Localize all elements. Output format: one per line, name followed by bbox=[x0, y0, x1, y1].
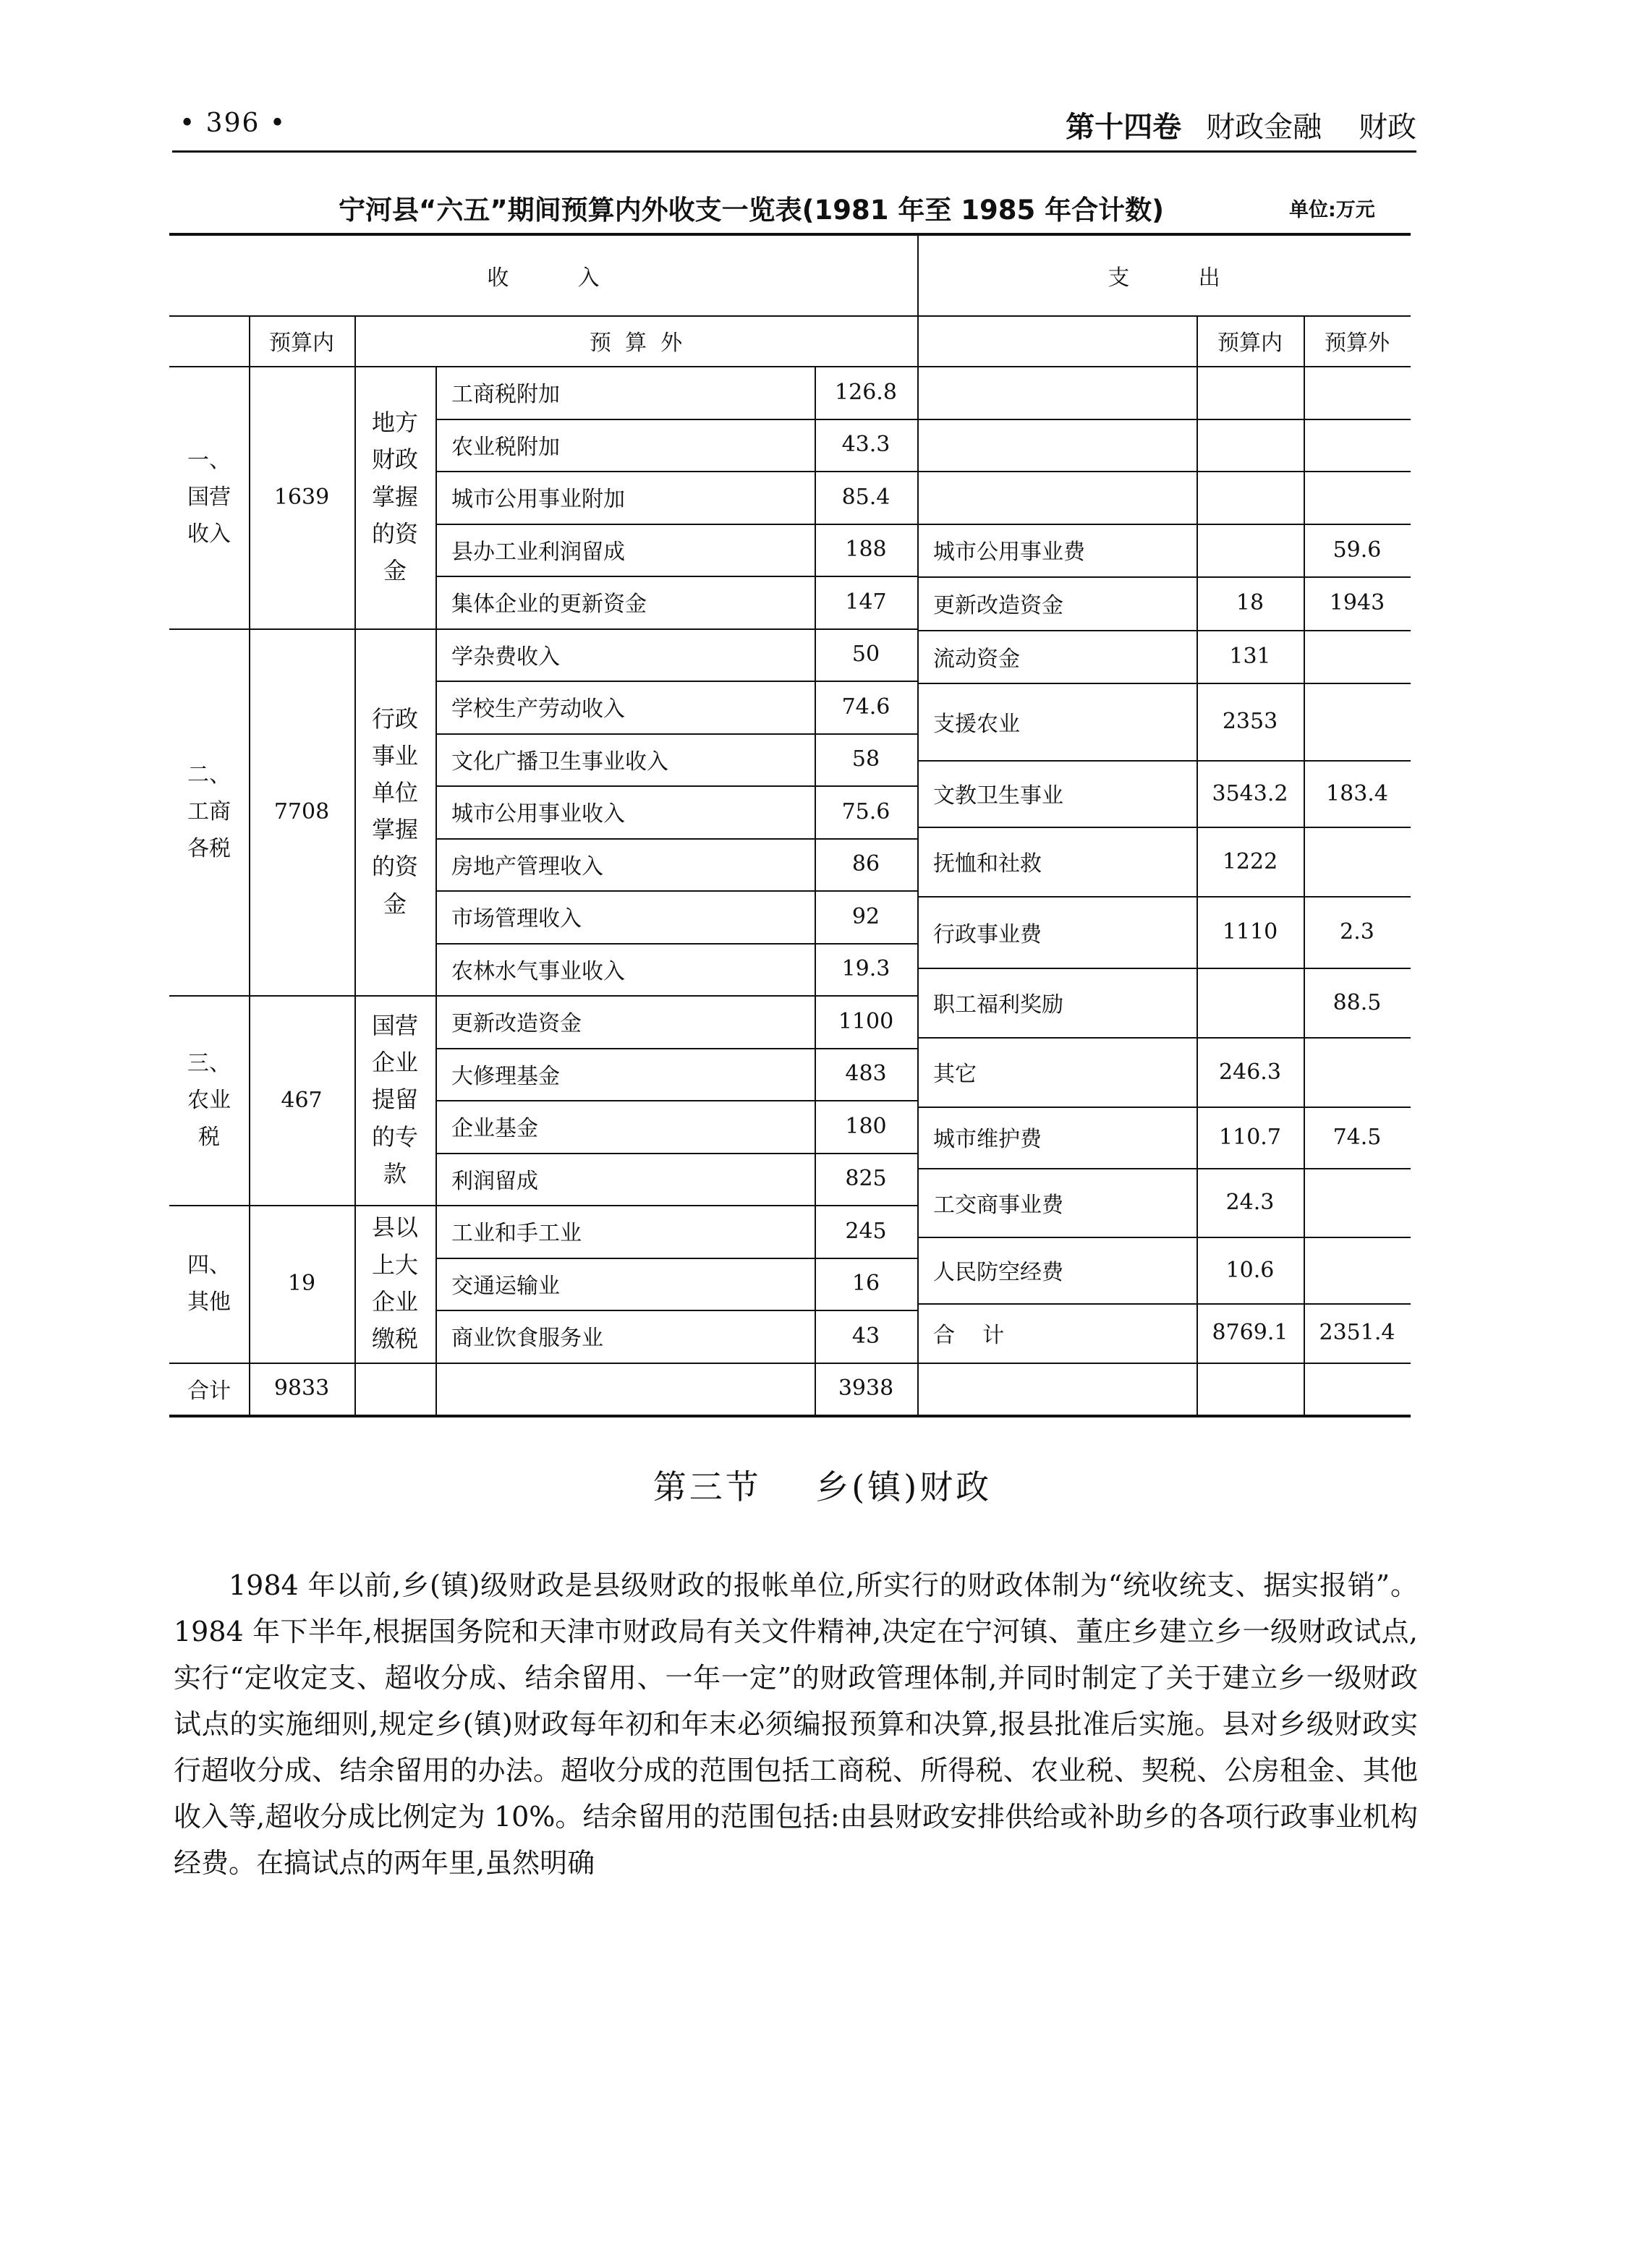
total-in: 9833 bbox=[273, 1376, 330, 1402]
expense-item-in: 110.7 bbox=[1219, 1124, 1281, 1150]
income-item-value: 1100 bbox=[838, 1008, 894, 1034]
row-rule bbox=[435, 576, 917, 577]
row-rule bbox=[435, 943, 917, 945]
income-group-name: 一、国营收入 bbox=[187, 447, 231, 547]
row-rule bbox=[917, 419, 1411, 420]
expense-item-out bbox=[1304, 1037, 1411, 1107]
income-item-label: 文化广播卫生事业收入 bbox=[451, 749, 668, 775]
income-item-value: 245 bbox=[845, 1218, 887, 1244]
section-label: 财政金融 bbox=[1206, 111, 1322, 144]
expense-item-in: 18 bbox=[1236, 590, 1264, 616]
expense-item-in bbox=[1196, 968, 1304, 1037]
income-item-label: 农业税附加 bbox=[451, 434, 560, 460]
income-item-value: 58 bbox=[851, 746, 880, 772]
expense-item-out bbox=[1304, 827, 1411, 896]
body-text bbox=[174, 1562, 1418, 1886]
expense-item-out: 74.5 bbox=[1332, 1124, 1382, 1150]
income-group-name: 四、其他 bbox=[187, 1252, 231, 1315]
expense-item-in bbox=[1196, 524, 1304, 577]
table-title: 宁河县“六五”期间预算内外收支一览表(1981 年至 1985 年合计数) bbox=[339, 195, 1165, 226]
expense-item-label: 工交商事业费 bbox=[933, 1192, 1063, 1218]
income-item-label: 农林水气事业收入 bbox=[451, 958, 625, 984]
income-item-value: 43 bbox=[851, 1323, 880, 1349]
income-group-in: 1639 bbox=[273, 484, 330, 510]
income-group-fund bbox=[354, 995, 435, 1205]
income-item-value: 483 bbox=[845, 1061, 887, 1087]
expense-item-out bbox=[1304, 1168, 1411, 1237]
income-item-label: 利润留成 bbox=[451, 1168, 538, 1194]
row-rule bbox=[435, 1258, 917, 1259]
expense-item-in: 24.3 bbox=[1225, 1190, 1275, 1216]
income-item-label: 商业饮食服务业 bbox=[451, 1326, 603, 1352]
group-rule bbox=[169, 628, 435, 630]
col-income-out: 预 算 外 bbox=[589, 331, 683, 356]
row-rule bbox=[435, 1205, 917, 1206]
col-rule bbox=[815, 366, 816, 1415]
income-item-label: 学校生产劳动收入 bbox=[451, 696, 625, 722]
group-rule bbox=[169, 995, 435, 997]
row-rule bbox=[435, 1310, 917, 1311]
income-item-value: 50 bbox=[851, 641, 880, 668]
volume-label: 第十四卷 bbox=[1066, 111, 1182, 144]
expense-item-out: 88.5 bbox=[1332, 989, 1382, 1015]
expense-item-label: 城市维护费 bbox=[933, 1127, 1042, 1153]
income-item-label: 更新改造资金 bbox=[451, 1011, 582, 1037]
income-item-value: 92 bbox=[851, 903, 880, 929]
header-rule bbox=[172, 150, 1416, 153]
income-group-fund bbox=[354, 1205, 435, 1363]
row-rule bbox=[435, 628, 917, 630]
fund-source-label: 行政事业单位掌握的资金 bbox=[372, 704, 419, 918]
expense-item-label: 行政事业费 bbox=[933, 921, 1042, 947]
expense-item-out bbox=[1304, 683, 1411, 760]
row-rule bbox=[435, 681, 917, 682]
expense-item-in: 246.3 bbox=[1219, 1059, 1281, 1085]
income-item-value: 180 bbox=[845, 1113, 887, 1139]
row-rule bbox=[435, 838, 917, 840]
expense-item-out: 2351.4 bbox=[1319, 1320, 1395, 1346]
income-item-label: 市场管理收入 bbox=[451, 906, 582, 932]
income-item-value: 75.6 bbox=[841, 798, 890, 824]
expense-item-label: 城市公用事业费 bbox=[933, 540, 1085, 566]
fund-source-label: 地方财政掌握的资金 bbox=[372, 409, 419, 585]
group-rule bbox=[169, 1205, 435, 1206]
expense-item-out bbox=[1304, 630, 1411, 683]
expense-item-out: 59.6 bbox=[1332, 537, 1382, 563]
page-number: • 396 • bbox=[179, 108, 287, 138]
income-item-label: 大修理基金 bbox=[451, 1063, 560, 1089]
expense-item-label: 人民防空经费 bbox=[933, 1260, 1063, 1286]
income-item-label: 工商税附加 bbox=[451, 382, 560, 408]
expense-header: 支 出 bbox=[1108, 265, 1220, 291]
total-label: 合计 bbox=[187, 1378, 231, 1404]
col-rule bbox=[249, 315, 250, 1415]
row-rule bbox=[435, 995, 917, 997]
expense-item-label: 职工福利奖励 bbox=[933, 992, 1063, 1018]
income-item-label: 房地产管理收入 bbox=[451, 853, 603, 879]
income-item-value: 86 bbox=[851, 851, 880, 877]
expense-item-in: 131 bbox=[1229, 644, 1271, 670]
expense-item-label: 抚恤和社救 bbox=[933, 851, 1042, 877]
expense-item-label: 流动资金 bbox=[933, 646, 1020, 672]
expense-item-out: 2.3 bbox=[1340, 919, 1374, 945]
expense-item-label: 文教卫生事业 bbox=[933, 783, 1063, 809]
income-item-value: 825 bbox=[845, 1166, 887, 1192]
income-item-label: 县办工业利润留成 bbox=[451, 539, 625, 565]
expense-item-in: 3543.2 bbox=[1212, 780, 1288, 806]
fund-source-label: 县以上大企业缴税 bbox=[372, 1214, 419, 1352]
row-rule bbox=[435, 1048, 917, 1049]
col-expense-in: 预算内 bbox=[1217, 331, 1283, 356]
col-rule bbox=[1304, 315, 1305, 1415]
col-expense-out: 预算外 bbox=[1325, 331, 1390, 356]
income-item-value: 43.3 bbox=[841, 432, 890, 458]
income-group-name: 三、农业税 bbox=[187, 1050, 231, 1150]
income-item-label: 企业基金 bbox=[451, 1116, 538, 1142]
income-group-in: 19 bbox=[287, 1271, 316, 1297]
col-rule bbox=[917, 236, 919, 1415]
row-rule bbox=[435, 733, 917, 735]
expense-item-label: 更新改造资金 bbox=[933, 592, 1063, 618]
row-rule bbox=[917, 471, 1411, 472]
total-out: 3938 bbox=[838, 1376, 894, 1402]
income-item-label: 交通运输业 bbox=[451, 1273, 560, 1299]
income-item-label: 集体企业的更新资金 bbox=[451, 592, 647, 618]
row-rule bbox=[435, 1100, 917, 1101]
expense-item-label: 合 计 bbox=[933, 1322, 1005, 1348]
expense-item-out: 183.4 bbox=[1326, 780, 1388, 806]
income-item-label: 学杂费收入 bbox=[451, 644, 560, 670]
table-unit: 单位:万元 bbox=[1289, 199, 1375, 221]
row-rule bbox=[435, 471, 917, 472]
col-income-in: 预算内 bbox=[269, 331, 334, 356]
income-item-value: 19.3 bbox=[841, 956, 890, 982]
col-rule bbox=[354, 315, 356, 1415]
expense-item-in: 1110 bbox=[1222, 919, 1278, 945]
income-group-fund bbox=[354, 628, 435, 996]
row-rule bbox=[435, 890, 917, 892]
expense-item-in: 10.6 bbox=[1225, 1257, 1275, 1283]
row-rule bbox=[435, 419, 917, 420]
expense-item-out: 1943 bbox=[1329, 590, 1385, 616]
expense-item-in: 1222 bbox=[1222, 848, 1278, 874]
budget-table bbox=[169, 233, 1411, 1418]
income-item-value: 147 bbox=[845, 589, 887, 615]
expense-item-label: 支援农业 bbox=[933, 711, 1020, 737]
income-group-name: 二、工商各税 bbox=[187, 762, 231, 861]
row-rule bbox=[435, 1153, 917, 1154]
fund-source-label: 国营企业提留的专款 bbox=[372, 1012, 419, 1188]
col-rule bbox=[435, 366, 437, 1415]
income-item-label: 城市公用事业收入 bbox=[451, 801, 625, 827]
expense-item-label: 其它 bbox=[933, 1062, 977, 1088]
income-item-label: 工业和手工业 bbox=[451, 1221, 582, 1247]
expense-item-out bbox=[1304, 1237, 1411, 1303]
income-item-value: 16 bbox=[851, 1271, 880, 1297]
income-item-value: 126.8 bbox=[835, 379, 897, 405]
row-rule bbox=[435, 785, 917, 787]
section-title: 第三节 乡(镇)财政 bbox=[653, 1467, 992, 1506]
subsection-label: 财政 bbox=[1359, 111, 1416, 144]
income-item-value: 188 bbox=[845, 537, 887, 563]
income-item-value: 85.4 bbox=[841, 484, 890, 510]
row-rule bbox=[435, 524, 917, 525]
paragraph: 1984 年以前,乡(镇)级财政是县级财政的报帐单位,所实行的财政体制为“统收统支、据实报销”。1984 年下半年,根据国务院和天津市财政局有关文件精神,决定在宁河镇、董庄乡建立乡一级财政试点,实行“定收定支、超收分成、结余留用、一年一定”的财政管理体制,并同时制定了关于建立乡一级财政试点的实施细则,规定乡(镇)财政每年初和年末必须编报预算和决算,报县批准后实施。县对乡级财政实行超收分成、结余留用的办法。超收分成的范围包括工商税、所得税、农业税、契税、公房租金、其他收入等,超收分成比例定为 10%。结余留用的范围包括:由县财政安排供给或补助乡的各项行政事业机构经费。在搞试点的两年里,虽然明确 bbox=[174, 1569, 1418, 1879]
income-header: 收 入 bbox=[487, 265, 600, 291]
income-item-value: 74.6 bbox=[841, 694, 890, 720]
income-group-fund bbox=[354, 366, 435, 628]
col-rule bbox=[1196, 315, 1198, 1415]
expense-item-in: 8769.1 bbox=[1212, 1320, 1288, 1346]
income-item-label: 城市公用事业附加 bbox=[451, 487, 625, 513]
income-group-in: 7708 bbox=[273, 798, 330, 824]
running-header bbox=[1066, 104, 1416, 145]
expense-item-in: 2353 bbox=[1222, 709, 1278, 735]
income-group-in: 467 bbox=[281, 1087, 323, 1113]
